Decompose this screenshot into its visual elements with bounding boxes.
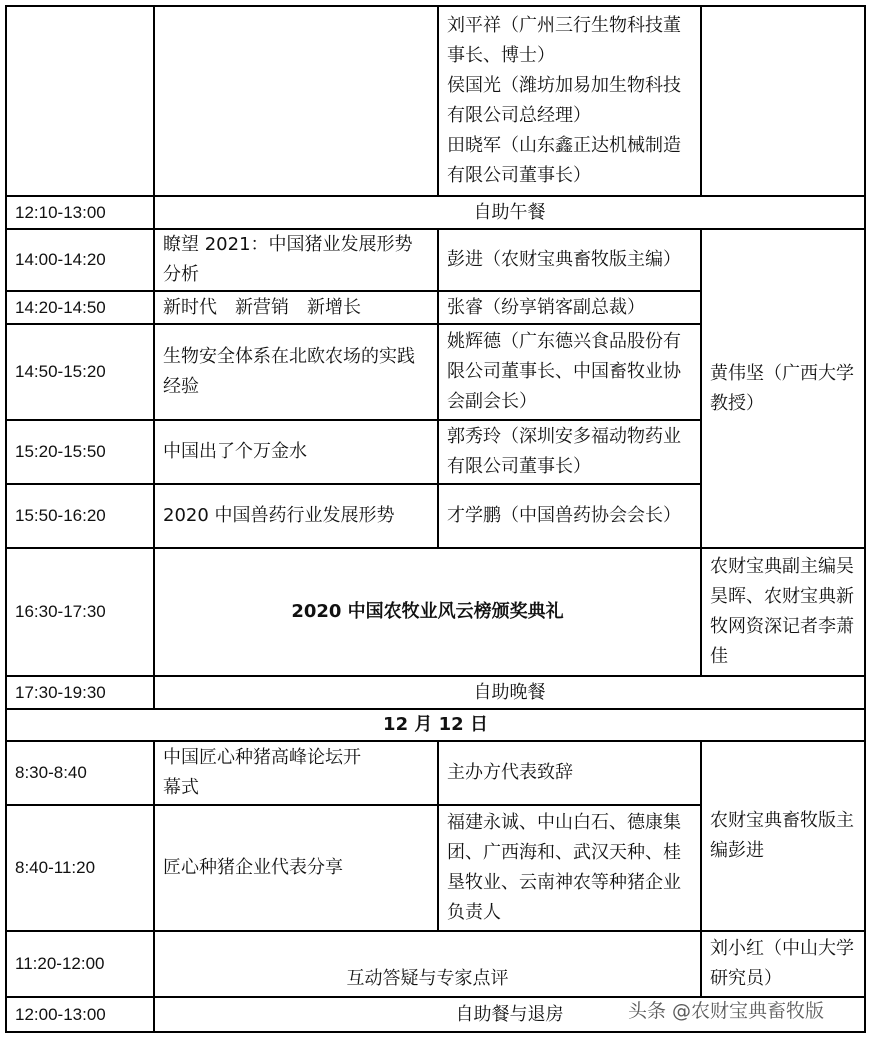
topic-cell: 中国出了个万金水 <box>154 420 438 484</box>
time-cell: 11:20-12:00 <box>6 931 154 997</box>
speaker-cell: 才学鹏（中国兽药协会会长） <box>438 484 701 548</box>
schedule-table <box>5 5 866 1033</box>
time-cell: 8:40-11:20 <box>6 805 154 931</box>
table-row <box>6 931 865 997</box>
time-cell: 14:00-14:20 <box>6 229 154 291</box>
time-cell: 16:30-17:30 <box>6 548 154 676</box>
moderator-cell: 农财宝典副主编吴昊晖、农财宝典新牧网资深记者李萧佳 <box>701 548 865 676</box>
table-row <box>6 676 865 709</box>
topic-cell: 自助餐与退房 <box>154 997 865 1032</box>
time-cell: 17:30-19:30 <box>6 676 154 709</box>
topic-cell: 互动答疑与专家点评 <box>154 931 701 997</box>
speaker-cell: 张睿（纷享销客副总裁） <box>438 291 701 324</box>
topic-cell: 中国匠心种猪高峰论坛开幕式 <box>154 741 438 805</box>
speaker-cell: 刘平祥（广州三行生物科技董事长、博士） 侯国光（潍坊加易加生物科技有限公司总经理） 田晓军（山东鑫正达机械制造有限公司董事长） <box>438 6 701 196</box>
topic-cell: 2020 中国农牧业风云榜颁奖典礼 <box>154 548 701 676</box>
table-row <box>6 229 865 291</box>
topic-cell: 自助午餐 <box>154 196 865 229</box>
time-cell: 14:50-15:20 <box>6 324 154 420</box>
time-cell: 14:20-14:50 <box>6 291 154 324</box>
topic-cell: 瞭望 2021：中国猪业发展形势分析 <box>154 229 438 291</box>
time-cell: 12:00-13:00 <box>6 997 154 1032</box>
time-cell: 8:30-8:40 <box>6 741 154 805</box>
topic-cell: 匠心种猪企业代表分享 <box>154 805 438 931</box>
topic-cell: 2020 中国兽药行业发展形势 <box>154 484 438 548</box>
time-cell: 12:10-13:00 <box>6 196 154 229</box>
topic-cell <box>154 6 438 196</box>
speaker-cell: 主办方代表致辞 <box>438 741 701 805</box>
topic-cell: 新时代 新营销 新增长 <box>154 291 438 324</box>
moderator-cell: 农财宝典畜牧版主编彭进 <box>701 741 865 931</box>
moderator-cell <box>701 6 865 196</box>
table-row <box>6 6 865 196</box>
time-cell: 15:50-16:20 <box>6 484 154 548</box>
moderator-cell: 黄伟坚（广西大学教授） <box>701 229 865 548</box>
moderator-cell: 刘小红（中山大学研究员） <box>701 931 865 997</box>
table-row <box>6 741 865 805</box>
topic-cell: 自助晚餐 <box>154 676 865 709</box>
table-row <box>6 196 865 229</box>
time-cell: 15:20-15:50 <box>6 420 154 484</box>
watermark: 头条 @农财宝典畜牧版 <box>628 1000 825 1022</box>
date-heading: 12 月 12 日 <box>6 709 865 741</box>
date-row <box>6 709 865 741</box>
speaker-cell: 郭秀玲（深圳安多福动物药业有限公司董事长） <box>438 420 701 484</box>
speaker-cell: 彭进（农财宝典畜牧版主编） <box>438 229 701 291</box>
speaker-cell: 福建永诚、中山白石、德康集团、广西海和、武汉天种、桂垦牧业、云南神农等种猪企业负责人 <box>438 805 701 931</box>
topic-cell: 生物安全体系在北欧农场的实践经验 <box>154 324 438 420</box>
time-cell <box>6 6 154 196</box>
table-row <box>6 548 865 676</box>
speaker-cell: 姚辉德（广东德兴食品股份有限公司董事长、中国畜牧业协会副会长） <box>438 324 701 420</box>
